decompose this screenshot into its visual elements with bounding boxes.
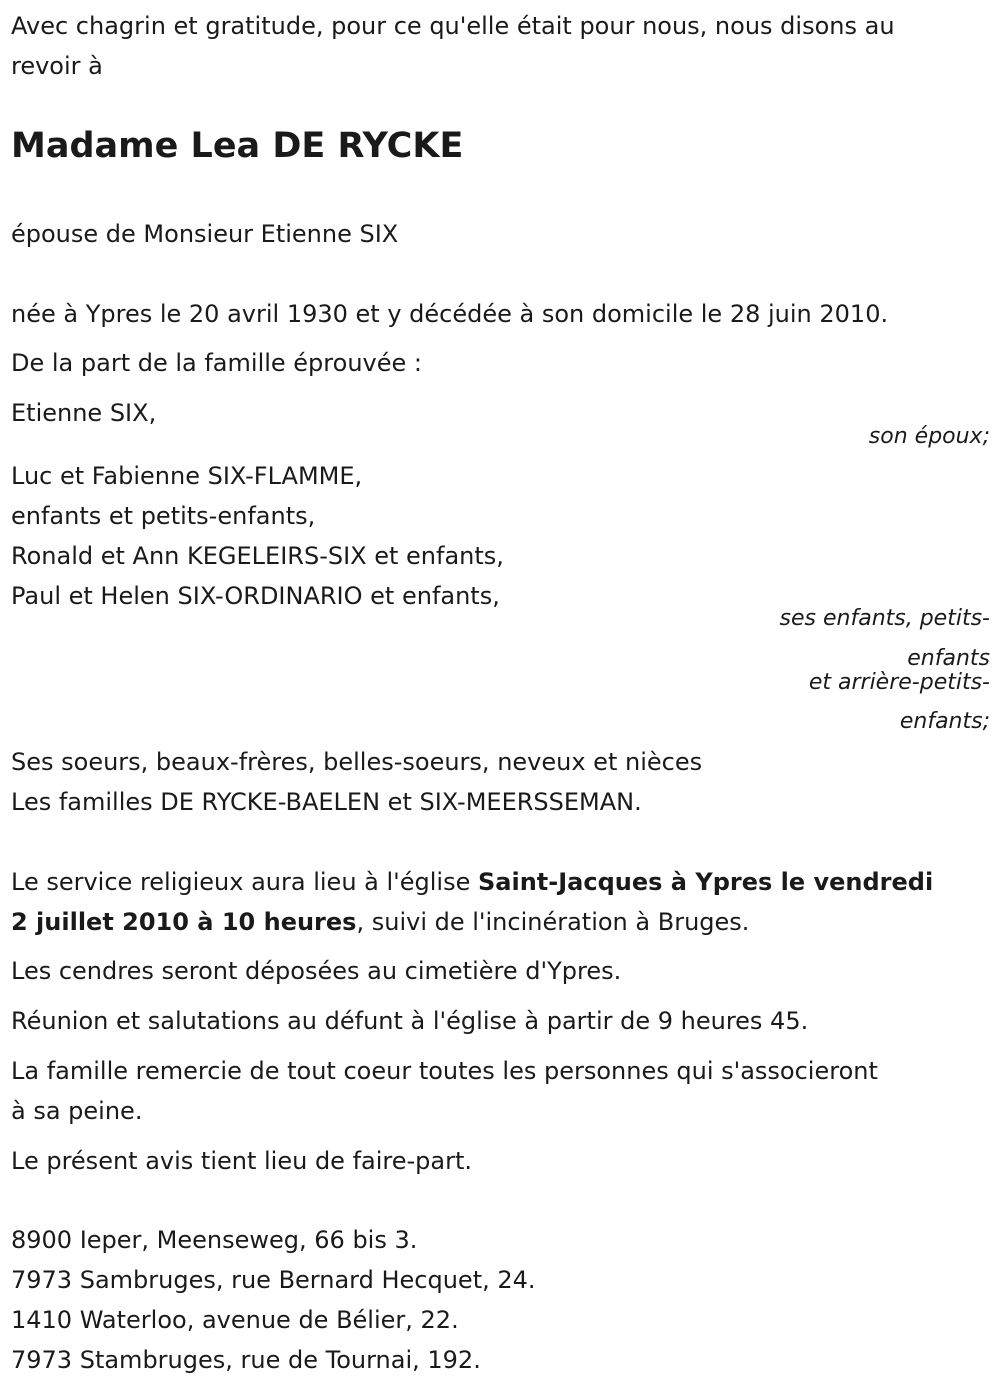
service-prefix: Le service religieux aura lieu à l'église xyxy=(11,868,478,896)
relatives-line: Ses soeurs, beaux-frères, belles-soeurs, neveux et nièces xyxy=(11,748,703,776)
deceased-name: Madame Lea DE RYCKE xyxy=(11,126,464,166)
husband-name: Etienne SIX, xyxy=(11,399,157,427)
notice-line: Le présent avis tient lieu de faire-part. xyxy=(11,1147,473,1175)
address-line: 8900 Ieper, Meenseweg, 66 bis 3. xyxy=(11,1226,418,1254)
relatives-line: Les familles DE RYCKE-BAELEN et SIX-MEERSSEMAN. xyxy=(11,788,642,816)
children-line: Luc et Fabienne SIX-FLAMME, xyxy=(11,462,363,490)
service-bold-2: 2 juillet 2010 à 10 heures xyxy=(11,908,357,936)
meeting-line: Réunion et salutations au défunt à l'église à partir de 9 heures 45. xyxy=(11,1007,809,1035)
children-role-line: et arrière-petits- xyxy=(808,670,990,695)
ashes-line: Les cendres seront déposées au cimetière d'Ypres. xyxy=(11,957,622,985)
children-line: Ronald et Ann KEGELEIRS-SIX et enfants, xyxy=(11,542,504,570)
spouse-line: épouse de Monsieur Etienne SIX xyxy=(11,220,399,248)
intro-line-2: revoir à xyxy=(11,52,103,80)
family-intro: De la part de la famille éprouvée : xyxy=(11,349,422,377)
children-role-line: enfants; xyxy=(899,709,990,734)
thanks-line-2: à sa peine. xyxy=(11,1097,143,1125)
service-bold-1: Saint-Jacques à Ypres le vendredi xyxy=(478,868,934,896)
thanks-line-1: La famille remercie de tout coeur toutes les personnes qui s'associeront xyxy=(11,1057,878,1085)
address-line: 7973 Sambruges, rue Bernard Hecquet, 24. xyxy=(11,1266,536,1294)
children-line: enfants et petits-enfants, xyxy=(11,502,316,530)
intro-line-1: Avec chagrin et gratitude, pour ce qu'elle était pour nous, nous disons au xyxy=(11,12,895,40)
children-role-line: ses enfants, petits- xyxy=(779,606,990,631)
children-line: Paul et Helen SIX-ORDINARIO et enfants, xyxy=(11,582,500,610)
service-line-2 xyxy=(11,902,749,942)
children-role-line: enfants xyxy=(907,646,990,671)
service-line-1 xyxy=(11,862,933,902)
address-line: 7973 Stambruges, rue de Tournai, 192. xyxy=(11,1346,481,1374)
husband-role: son époux; xyxy=(868,424,990,449)
birth-death-line: née à Ypres le 20 avril 1930 et y décédée à son domicile le 28 juin 2010. xyxy=(11,300,889,328)
address-line: 1410 Waterloo, avenue de Bélier, 22. xyxy=(11,1306,459,1334)
service-suffix: , suivi de l'incinération à Bruges. xyxy=(356,908,750,936)
